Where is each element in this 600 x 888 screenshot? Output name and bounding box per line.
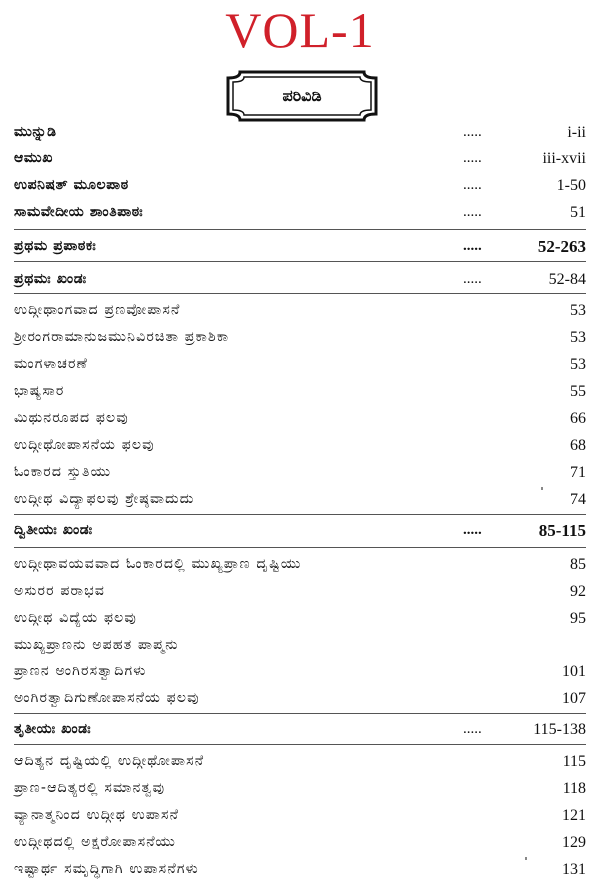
toc-page-number: 115 [562,753,586,770]
toc-row [0,857,600,882]
section-divider [14,293,586,294]
toc-row [0,686,600,711]
toc-page-number: 53 [570,329,586,346]
toc-page-number: 101 [562,663,586,680]
toc-page-number: 51 [570,204,586,221]
toc-entry-title: ಇಷ್ಟಾರ್ಥ ಸಮೃದ್ಧಿಗಾಗಿ ಉಪಾಸನೆಗಳು [14,861,199,877]
toc-entry-title: ಪ್ರಾಣನ ಅಂಗಿರಸತ್ವಾದಿಗಳು [14,663,147,679]
toc-page-number: 121 [562,807,586,824]
toc-entry-title: ಸಾಮವೇದೀಯ ಶಾಂತಿಪಾಠಃ [14,204,144,220]
volume-title: VOL-1 [225,2,375,58]
toc-row [0,830,600,855]
section-divider [14,744,586,745]
toc-entry-title: ಅಸುರರ ಪರಾಭವ [14,583,106,599]
toc-entry-title: ಉಪನಿಷತ್ ಮೂಲಪಾಠ [14,177,129,193]
toc-page-number: 107 [562,690,586,707]
section-divider [14,713,586,714]
toc-page-number: 118 [562,780,586,797]
toc-page-number: 53 [570,302,586,319]
toc-page-number: 74 [570,491,586,508]
toc-entry-title: ಮುನ್ನುಡಿ [14,124,57,140]
toc-leader-dots: ..... [463,238,482,254]
toc-entry-title: ಓಂಕಾರದ ಸ್ತುತಿಯು [14,464,112,480]
toc-row [0,200,600,225]
toc-page-number: 66 [570,410,586,427]
section-divider [14,261,586,262]
toc-leader-dots: ..... [463,204,482,220]
toc-entry-title: ಉದ್ಗೀಥೋಪಾಸನೆಯ ಫಲವು [14,437,155,453]
toc-row [0,433,600,458]
section-divider [14,229,586,230]
toc-row [0,325,600,350]
toc-entry-title: ಉದ್ಗೀಥದಲ್ಲಿ ಅಕ್ಷರೋಪಾಸನೆಯು [14,834,176,850]
toc-row [0,749,600,774]
toc-entry-title: ಅಂಗಿರತ್ವಾದಿಗುಣೋಪಾಸನೆಯ ಫಲವು [14,690,200,706]
toc-entry-title: ವ್ಯಾನಾತ್ಮನಿಂದ ಉದ್ಗೀಥ ಉಪಾಸನೆ [14,807,180,823]
toc-row [0,234,600,259]
toc-entry-title: ಶ್ರೀರಂಗರಾಮಾನುಜಮುನಿವಿರಚಿತಾ ಪ್ರಕಾಶಿಕಾ [14,329,230,345]
toc-leader-dots: ..... [463,721,482,737]
toc-entry-title: ಉದ್ಗೀಥಾವಯವವಾದ ಓಂಕಾರದಲ್ಲಿ ಮುಖ್ಯಪ್ರಾಣ ದೃಷ್ಟಿಯು [14,556,302,572]
toc-page-number: 52-263 [537,237,586,256]
toc-row [0,460,600,485]
toc-row [0,406,600,431]
toc-row [0,518,600,543]
toc-row [0,606,600,631]
toc-page-number: 131 [562,861,586,878]
toc-page-number: 85 [570,556,586,573]
toc-row [0,579,600,604]
toc-row [0,120,600,145]
toc-entry-title: ಪ್ರಾಣ-ಆದಿತ್ಯರಲ್ಲಿ ಸಮಾನತ್ವವು [14,780,166,796]
toc-page-number: 52-84 [548,271,586,288]
toc-row [0,803,600,828]
toc-entry-title: ಭಾಷ್ಯಸಾರ [14,383,65,399]
toc-page-number: 92 [570,583,586,600]
contents-heading: ಪರಿವಿಡಿ [282,86,322,105]
toc-page-number: 55 [570,383,586,400]
toc-row [0,633,600,658]
toc-entry-title: ಪ್ರಥಮಃ ಖಂಡಃ [14,271,87,287]
toc-entry-title: ಮುಖ್ಯಪ್ರಾಣನು ಅಪಹತ ಪಾಪ್ಮನು [14,637,179,653]
toc-entry-title: ಆದಿತ್ಯನ ದೃಷ್ಟಿಯಲ್ಲಿ ಉದ್ಗೀಥೋಪಾಸನೆ [14,753,205,769]
toc-leader-dots: ..... [463,124,482,140]
toc-row [0,552,600,577]
toc-entry-title: ಉದ್ಗೀಥಾಂಗವಾದ ಪ್ರಣವೋಪಾಸನೆ [14,302,181,318]
toc-row [0,146,600,171]
toc-row [0,776,600,801]
toc-leader-dots: ..... [463,522,482,538]
toc-entry-title: ದ್ವಿತೀಯಃ ಖಂಡಃ [14,522,93,538]
toc-page-number: 1-50 [556,177,586,194]
toc-page-number: 68 [570,437,586,454]
toc-page-number: i-ii [567,124,586,141]
toc-row [0,717,600,742]
toc-row [0,267,600,292]
toc-entry-title: ಪ್ರಥಮ ಪ್ರಪಾಠಕಃ [14,238,97,254]
toc-entry-title: ಉದ್ಗೀಥ ವಿದ್ಯೆಯ ಫಲವು [14,610,137,626]
toc-row [0,659,600,684]
toc-entry-title: ಮಿಥುನರೂಪದ ಫಲವು [14,410,129,426]
toc-row [0,352,600,377]
toc-page-number: 53 [570,356,586,373]
toc-page-number: 115-138 [533,721,586,738]
toc-page-number: 71 [570,464,586,481]
toc-entry-title: ಆಮುಖ [14,150,53,166]
toc-page-number: iii-xvii [542,150,586,167]
toc-entry-title: ತೃತೀಯಃ ಖಂಡಃ [14,721,92,737]
section-divider [14,514,586,515]
scan-speck [541,487,543,490]
toc-leader-dots: ..... [463,150,482,166]
section-divider [14,547,586,548]
toc-row [0,298,600,323]
toc-entry-title: ಉದ್ಗೀಥ ವಿದ್ಯಾಫಲವು ಶ್ರೇಷ್ಠವಾದುದು [14,491,195,507]
toc-leader-dots: ..... [463,271,482,287]
scan-speck [525,857,527,860]
toc-row [0,379,600,404]
toc-leader-dots: ..... [463,177,482,193]
toc-row [0,173,600,198]
toc-page-number: 85-115 [538,521,586,540]
toc-row [0,487,600,512]
toc-page-number: 95 [570,610,586,627]
toc-entry-title: ಮಂಗಳಾಚರಣೆ [14,356,88,372]
toc-page-number: 129 [562,834,586,851]
